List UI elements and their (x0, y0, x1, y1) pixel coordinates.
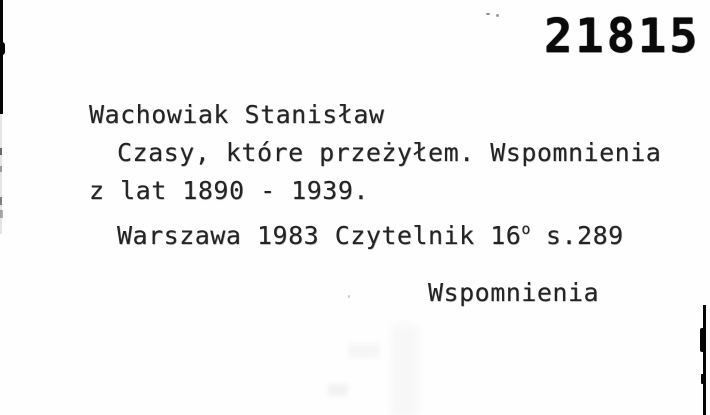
subject-heading: Wspomnienia (428, 278, 600, 307)
accession-number-stamp: 21815 (544, 9, 701, 64)
imprint-format-superscript: o (521, 220, 531, 238)
scan-edge-right (703, 305, 706, 415)
scan-edge-left-tick (0, 166, 2, 172)
scan-smudge (328, 384, 348, 396)
title-line: Czasy, które przeżyłem. Wspomnienia (117, 138, 662, 167)
scan-edge-left-tick (0, 210, 3, 218)
imprint-line (117, 215, 624, 250)
scan-edge-right-bump (700, 328, 706, 352)
scan-edge-left-bump (0, 42, 5, 55)
scan-speck (348, 295, 350, 298)
scan-edge-left (0, 0, 3, 114)
scan-smudge (348, 344, 380, 358)
scan-edge-right-tick (701, 374, 706, 384)
scan-smudge (392, 325, 418, 415)
scan-speck (496, 14, 499, 17)
author-line: Wachowiak Stanisław (89, 100, 385, 129)
scan-edge-left-tick (0, 197, 2, 205)
scan-edge-left-tick (0, 148, 2, 155)
imprint-pages: s.289 (530, 221, 624, 250)
scan-speck (486, 13, 490, 15)
title-continuation-line: z lat 1890 - 1939. (89, 176, 369, 205)
imprint-text: Warszawa 1983 Czytelnik 16 (117, 221, 522, 250)
